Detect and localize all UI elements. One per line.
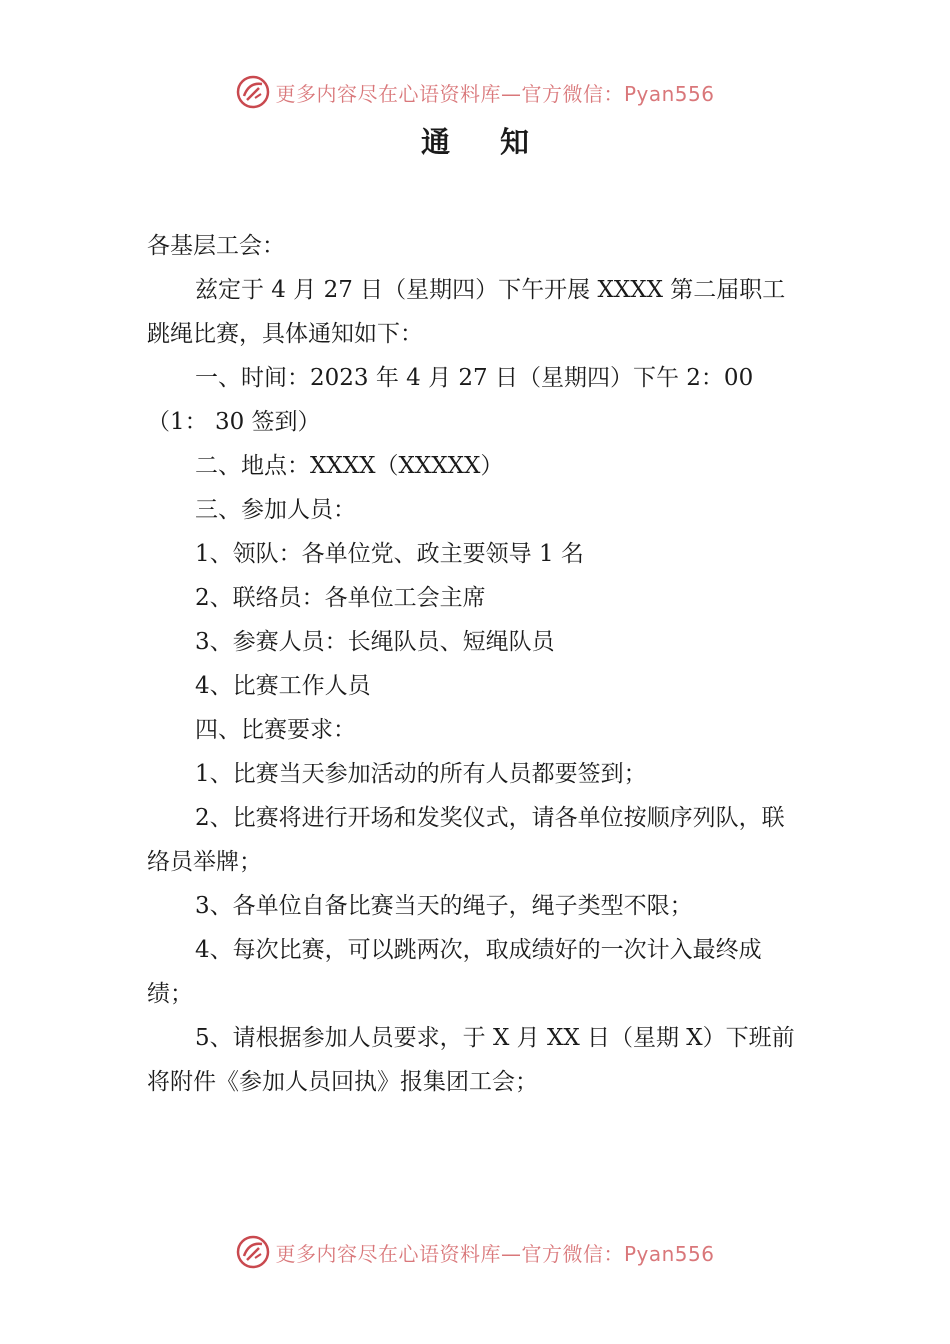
salutation: 各基层工会： <box>147 233 285 259</box>
list-item: 2、联络员：各单位工会主席 <box>195 585 486 611</box>
list-item: 1、比赛当天参加活动的所有人员都要签到； <box>195 761 647 787</box>
watermark-text: 更多内容尽在心语资料库—官方微信：Pyan556 <box>275 81 715 106</box>
paragraph-time: 一、时间：2023 年 4 月 27 日（星期四）下午 2：00（1： 30 签到） <box>147 365 754 435</box>
list-item: 4、比赛工作人员 <box>195 673 371 699</box>
watermark-text: 更多内容尽在心语资料库—官方微信：Pyan556 <box>275 1241 715 1266</box>
list-item: 1、领队：各单位党、政主要领导 1 名 <box>195 541 584 567</box>
list-item: 3、各单位自备比赛当天的绳子，绳子类型不限； <box>195 893 693 919</box>
paragraph-location: 二、地点：XXXX（XXXXX） <box>195 453 504 479</box>
header-watermark <box>0 74 950 110</box>
document-title: 通 知 <box>420 125 550 159</box>
paragraph-intro: 兹定于 4 月 27 日（星期四）下午开展 XXXX 第二届职工跳绳比赛，具体通知如下： <box>147 277 786 347</box>
heading-participants: 三、参加人员： <box>195 497 356 523</box>
seal-logo-icon <box>235 1234 271 1270</box>
seal-logo-icon <box>235 74 271 110</box>
list-item: 4、每次比赛，可以跳两次，取成绩好的一次计入最终成绩； <box>147 937 762 1007</box>
footer-watermark <box>0 1234 950 1270</box>
list-item: 2、比赛将进行开场和发奖仪式，请各单位按顺序列队，联络员举牌； <box>147 805 785 875</box>
heading-requirements: 四、比赛要求： <box>195 717 356 743</box>
document-body <box>147 224 807 1104</box>
list-item: 5、请根据参加人员要求，于 X 月 XX 日（星期 X）下班前将附件《参加人员回执》报集团工会； <box>147 1025 795 1095</box>
list-item: 3、参赛人员：长绳队员、短绳队员 <box>195 629 555 655</box>
